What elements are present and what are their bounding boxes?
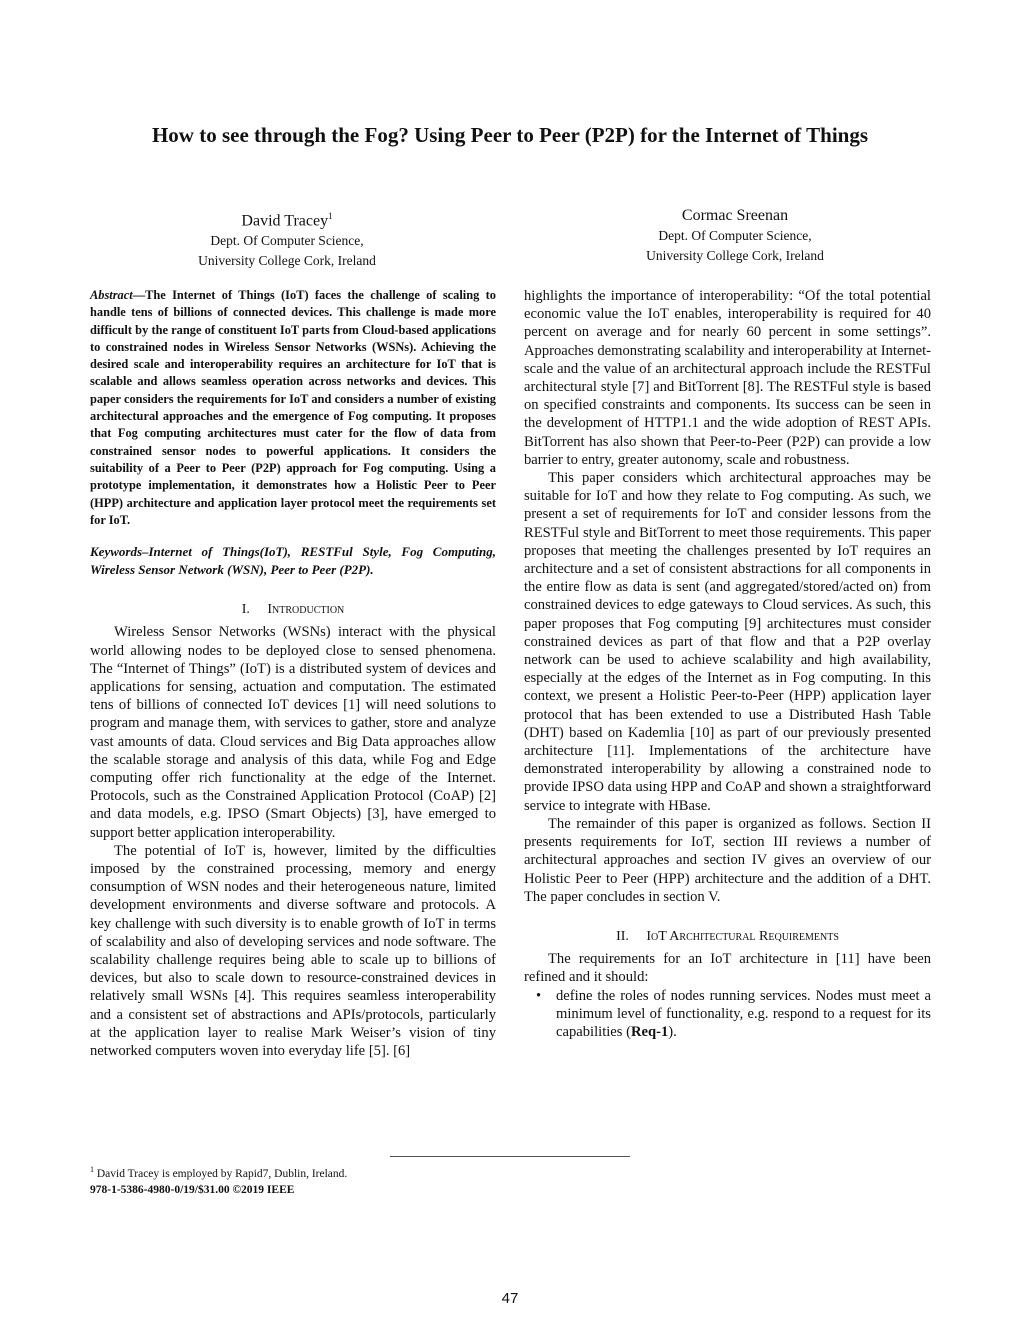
- author-2: [585, 206, 885, 266]
- left-column: [90, 287, 496, 1060]
- requirements-list: [524, 987, 931, 1042]
- abstract-text: The Internet of Things (IoT) faces the challenge of scaling to handle tens of billions of connected devices. This challenge is made more difficult by the range of constituent IoT parts from Cloud-based applications to constrained nodes in Wireless Sensor Networks (WSNs). Achieving the desired scale and interoperability requires an architecture for IoT that is scalable and allows seamless operation across networks and devices. This paper considers the requirements for IoT and considers a number of existing architectural approaches and the emergence of Fog computing. It proposes that Fog computing architectures must cater for the flow of data from constrained sensor nodes to powerful applications. It considers the suitability of a Peer to Peer (P2P) approach for Fog computing. Using a prototype implementation, it demonstrates how a Holistic Peer to Peer (HPP) architecture and application layer protocol meet the requirements set for IoT.: [90, 288, 496, 527]
- requirement-id: Req-1: [630, 1023, 669, 1040]
- author-2-univ: University College Cork, Ireland: [646, 248, 824, 263]
- abstract-label: Abstract: [90, 288, 133, 302]
- copyright-notice: 978-1-5386-4980-0/19/$31.00 ©2019 IEEE: [90, 1184, 295, 1196]
- intro-paragraph-4: The remainder of this paper is organized as follows. Section II presents requirements for IoT, section III reviews a number of architectural approaches and section IV gives an overview of our Holistic Peer to Peer (HPP) architecture and the addition of a DHT. The paper concludes in section V.: [524, 815, 931, 905]
- keywords: Keywords–Internet of Things(IoT), RESTFul Style, Fog Computing, Wireless Sensor Network (WSN), Peer to Peer (P2P).: [90, 544, 496, 578]
- author-1-univ: University College Cork, Ireland: [198, 253, 376, 269]
- footnote-divider: [390, 1156, 630, 1157]
- intro-paragraph-3: This paper considers which architectural approaches may be suitable for IoT and how they relate to Fog computing. As such, we present a set of requirements for IoT and consider lessons from the RESTFul style and BitTorrent to meet those requirements. This paper proposes that meeting the challenges presented by IoT requires an architecture and a set of consistent abstractions for all components in the entire flow as data is sent (and aggregated/stored/acted on) from constrained devices to edge gateways to Cloud services. As such, this paper proposes that Fog computing [9] architectures must consider constrained devices as part of that flow and that a P2P overlay network can be used to achieve scalability and high availability, especially at the edges of the Internet as in Fog computing. In this context, we present a Holistic Peer-to-Peer (HPP) application layer protocol that has been extended to use a Distributed Hash Table (DHT) based on Kademlia [10] as part of our previously presented architecture [11]. Implementations of the architecture have demonstrated interoperability by allowing a constrained node to provide IPSO data using HPP and CoAP and shown a straightforward service to integrate with HBase.: [524, 470, 931, 814]
- author-1-name: David Tracey$^1$: [241, 211, 333, 230]
- paper-title: How to see through the Fog? Using Peer to Peer (P2P) for the Internet of Things: [151, 123, 869, 147]
- author-2-dept: Dept. Of Computer Science,: [658, 228, 812, 243]
- section-1-heading: I. Introduction: [241, 602, 345, 618]
- intro-paragraph-2-continued: highlights the importance of interoperability: “Of the total potential economic value the IoT enables, interoperability is required for 40 percent on average and for nearly 60 percent in some settings”. Approaches demonstrating scalability and interoperability at Internet-scale and the value of an architectural approach include the RESTFul architectural style [7] and BitTorrent [8]. The RESTFul style is based on specified constraints and components. Its success can be seen in the development of HTTP1.1 and the wide adoption of REST APIs. BitTorrent has also shown that Peer-to-Peer (P2P) can provide a low barrier to entry, greater autonomy, scale and robustness.: [524, 288, 931, 468]
- requirements-intro: The requirements for an IoT architecture in [11] have been refined and it should:: [524, 951, 931, 986]
- list-item: • define the roles of nodes running services. Nodes must meet a minimum level of functionality, e.g. respond to a request for its capabilities (Req-1).: [536, 987, 931, 1040]
- section-2-heading: II. IoT Architectural Requirements: [616, 928, 839, 944]
- author-1-footnote-mark: 1: [328, 211, 333, 221]
- bullet-icon: •: [536, 987, 542, 1004]
- author-1: [137, 206, 437, 271]
- footnote-mark: 1: [90, 1165, 94, 1174]
- author-2-name: Cormac Sreenan: [681, 207, 789, 224]
- author-1-dept: Dept. Of Computer Science,: [210, 233, 364, 249]
- right-column: [524, 287, 931, 1041]
- page-number: 47: [501, 1290, 519, 1307]
- intro-paragraph-2: The potential of IoT is, however, limited by the difficulties imposed by the constrained processing, memory and energy consumption of WSN nodes and their heterogeneous nature, limited development environments and diverse software and protocols. A key challenge with such diversity is to enable growth of IoT in terms of scalability and also of developing services and node software. The scalability challenge requires being able to scale up to billions of devices, but also to scale down to resource-constrained devices in relatively small WSNs [4]. This requires seamless interoperability and a consistent set of abstractions and APIs/protocols, particularly at the application layer to realise Mark Weiser’s vision of tiny networked computers woven into everyday life [5]. [6]: [90, 842, 496, 1060]
- footnote: $^1$ David Tracey is employed by Rapid7, Dublin, Ireland.: [90, 1165, 348, 1180]
- intro-paragraph-1: Wireless Sensor Networks (WSNs) interact with the physical world allowing nodes to be deployed close to sensed phenomena. The “Internet of Things” (IoT) is a distributed system of devices and applications for sensing, actuation and computation. The estimated tens of billions of connected IoT devices [1] will need solutions to program and manage them, with services to gather, store and analyze vast amounts of data. Cloud services and Big Data approaches allow the scalable storage and analysis of this data, while Fog and Edge computing offer rich functionality at the edge of the Internet. Protocols, such as the Constrained Application Protocol (CoAP) [2] and data models, e.g. IPSO (Smart Objects) [3], have emerged to support better application interoperability.: [90, 624, 496, 841]
- abstract: Abstract—The Internet of Things (IoT) faces the challenge of scaling to handle tens of billions of connected devices. This challenge is made more difficult by the range of constituent IoT parts from Cloud-based applications to constrained nodes in Wireless Sensor Networks (WSNs). Achieving the desired scale and interoperability requires an architecture for IoT that is scalable and allows seamless operation across networks and devices. This paper considers the requirements for IoT and considers a number of existing architectural approaches and the emergence of Fog computing. It proposes that Fog computing architectures must cater for the flow of data from constrained sensor nodes to powerful applications. It considers the suitability of a Peer to Peer (P2P) approach for Fog computing. Using a prototype implementation, it demonstrates how a Holistic Peer to Peer (HPP) architecture and application layer protocol meet the requirements set for IoT.: [90, 288, 496, 527]
